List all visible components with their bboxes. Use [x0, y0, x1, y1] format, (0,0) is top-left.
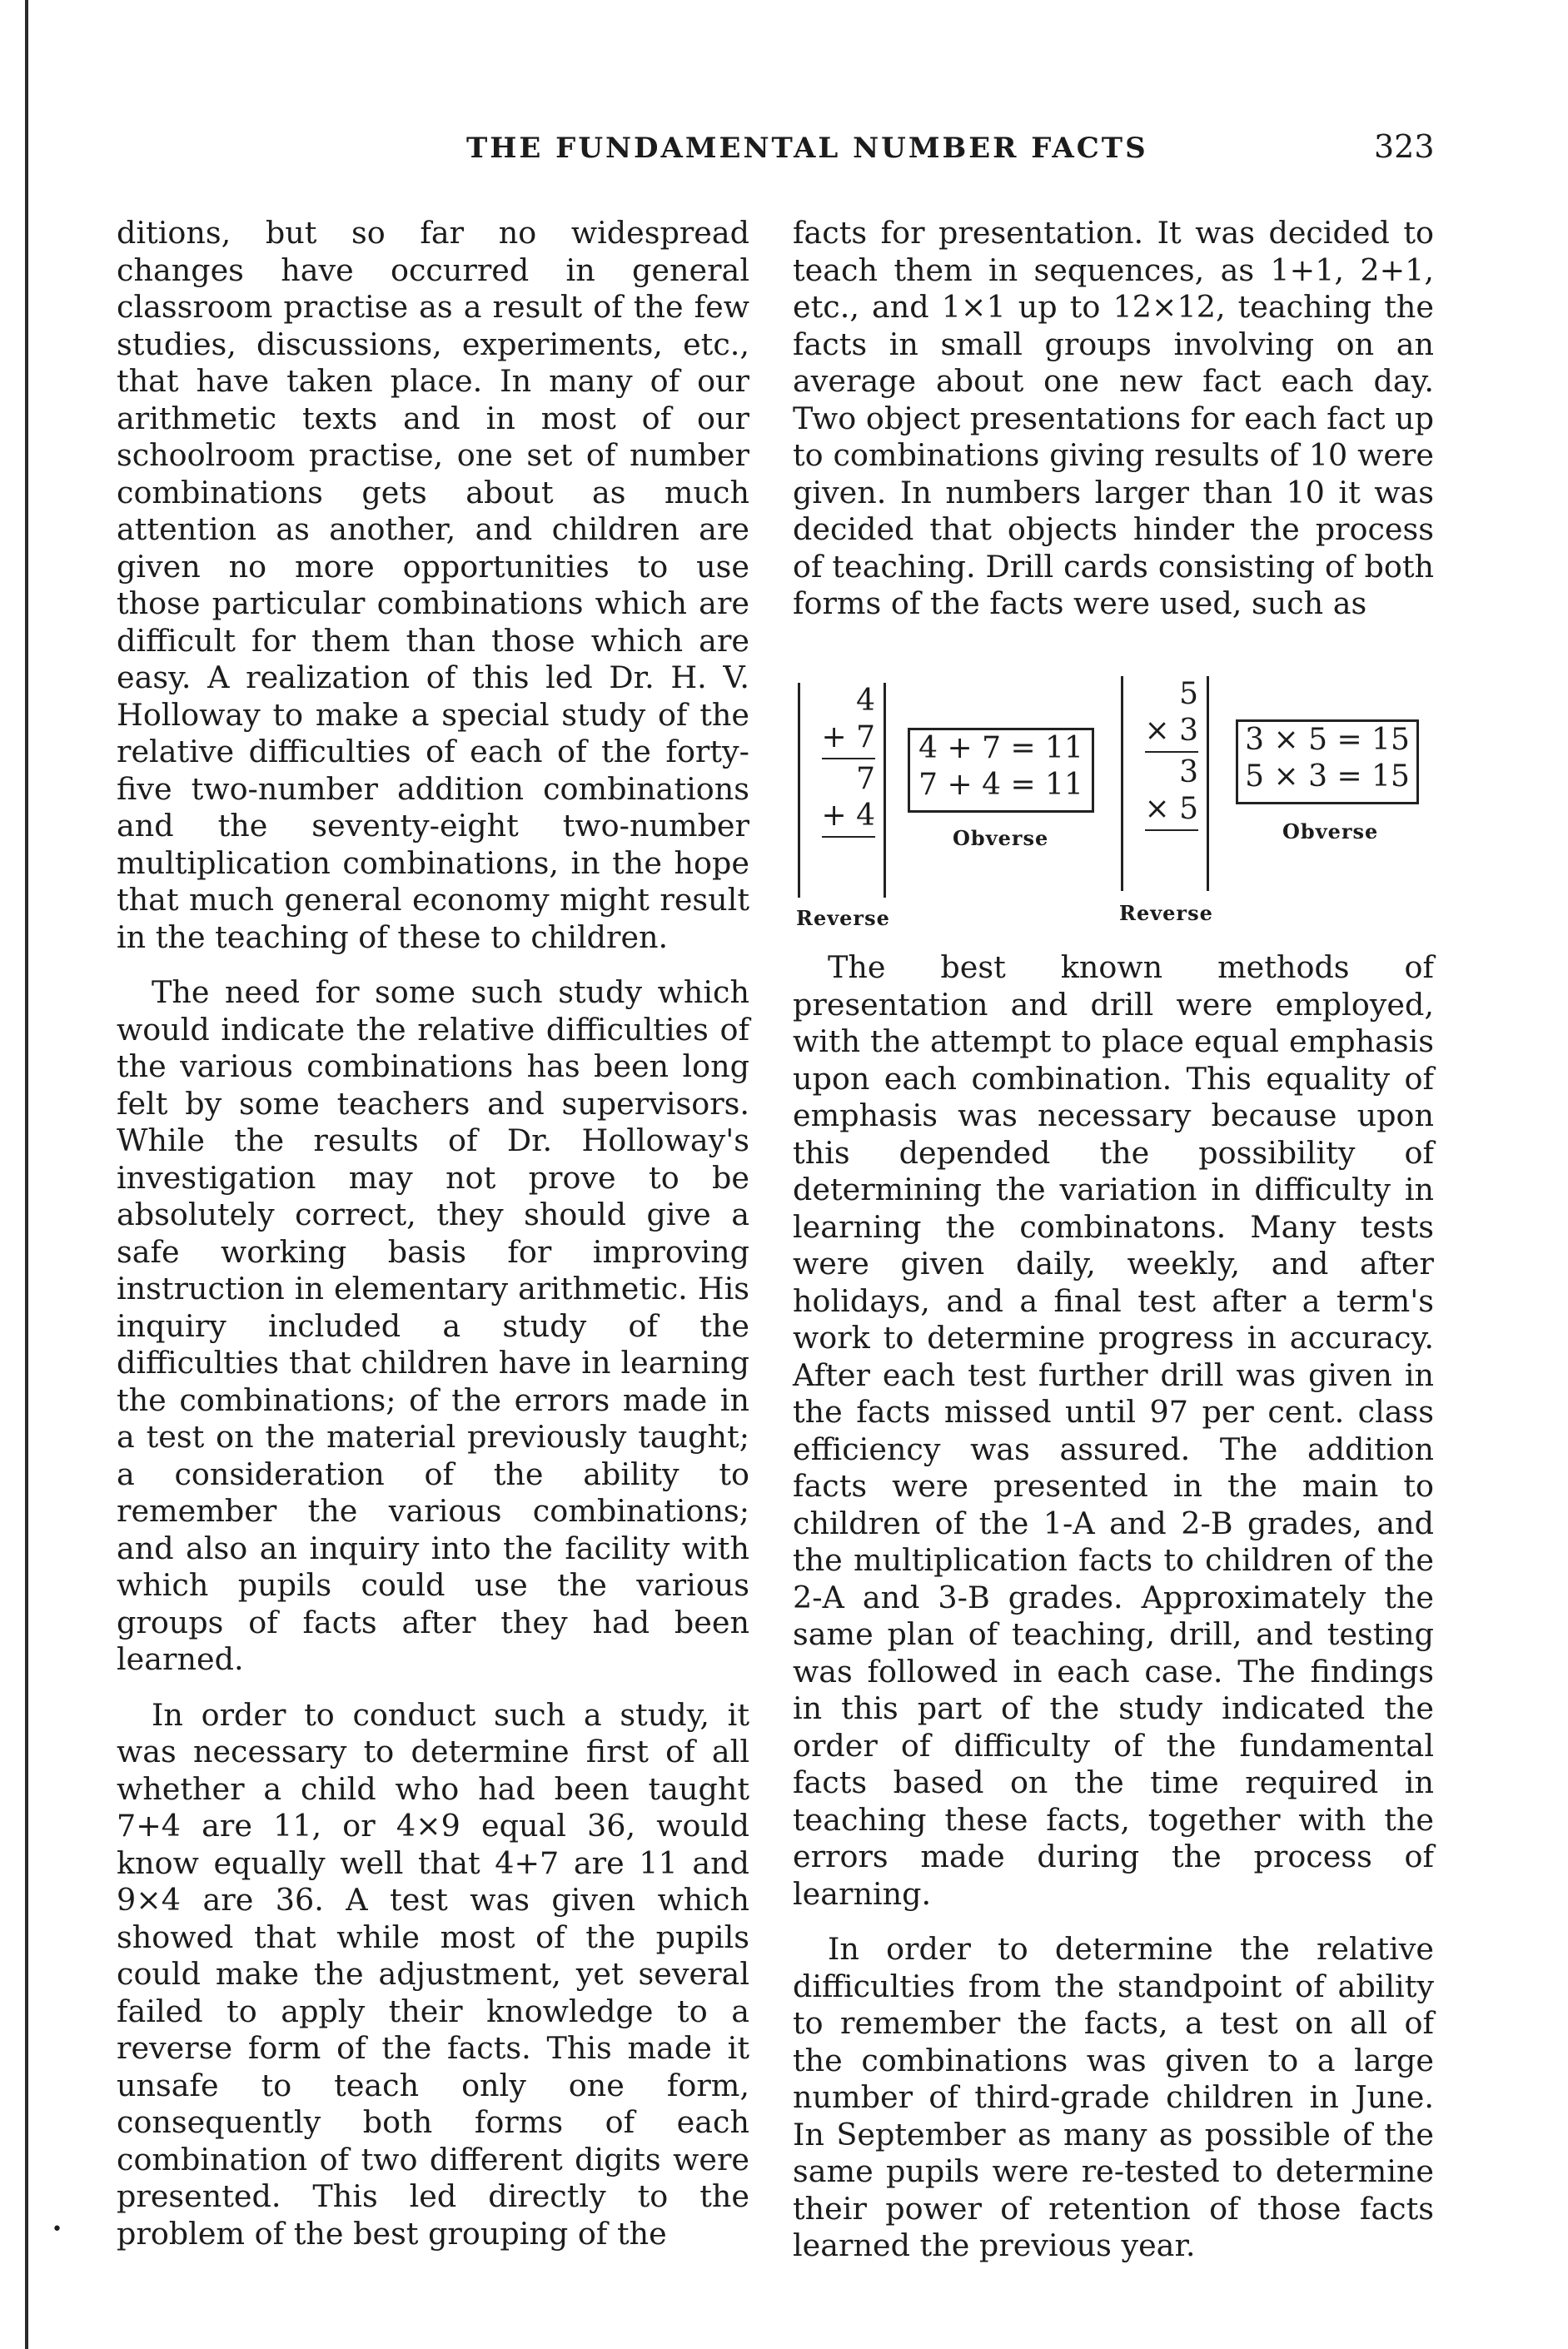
product-rule: [1145, 751, 1198, 753]
margin-dot: •: [52, 2219, 62, 2240]
obverse-line: 7 + 4 = 11: [918, 768, 1083, 802]
obverse-line: 3 × 5 = 15: [1245, 723, 1410, 757]
card-number: × 5: [1144, 792, 1198, 826]
card-number: 3: [1179, 755, 1198, 789]
left-column: [117, 215, 749, 2271]
sum-rule: [822, 836, 875, 838]
card-number: × 3: [1144, 714, 1198, 748]
product-rule: [1145, 829, 1198, 831]
addition-obverse-card: [908, 728, 1094, 813]
card-number: + 4: [821, 799, 875, 833]
multiplication-obverse-card: [1236, 719, 1419, 804]
multiplication-reverse-card: [1121, 676, 1209, 891]
paragraph-right-2: The best known methods of presentation and drill were employed, with the attempt to place equal emphasis upon each combination. This equality of emphasis was necessary because upon this depended the possibility of determining the variation in difficulty in learning the combinatons. Many tests were given daily, weekly, and after holidays, and a final test after a term's work to determine progress in accuracy. After each test further drill was given in the facts missed until 97 per cent. class efficiency was assured. The addition facts were presented in the main to children of the 1-A and 2-B grades, and the multiplication facts to children of the 2-A and 3-B grades. Approximately the same plan of teaching, drill, and testing was followed in each case. The findings in this part of the study indicated the order of difficulty of the fundamental facts based on the time required in teaching these facts, together with the errors made during the process of learning.: [793, 949, 1434, 1912]
sum-rule: [822, 758, 875, 759]
card-number: 7: [856, 762, 875, 796]
reverse-label: Reverse: [1119, 901, 1213, 925]
scan-edge: [25, 0, 28, 2349]
obverse-label: Obverse: [953, 826, 1049, 850]
right-column-bottom: [793, 949, 1434, 2283]
card-number: 5: [1179, 677, 1198, 711]
obverse-line: 5 × 3 = 15: [1245, 759, 1410, 794]
paragraph-left-3: In order to conduct such a study, it was necessary to determine first of all whether a child who had been taught 7+4 are 11, or 4×9 equal 36, would know equally well that 4+7 are 11 and 9×4 are 36. A test was given which showed that while most of the pupils could make the adjustment, yet several failed to apply their knowledge to a reverse form of the facts. This made it unsafe to teach only one form, consequently both forms of each combination of two different digits were presented. This led directly to the problem of the best grouping of the: [117, 1696, 749, 2252]
right-column-top: [793, 215, 1434, 641]
page-header: [0, 128, 1568, 182]
obverse-line: 4 + 7 = 11: [918, 731, 1083, 765]
drill-cards-figure: [793, 677, 1434, 933]
paragraph-left-2: The need for some such study which would indicate the relative difficulties of the various combinations has been long felt by some teachers and supervisors. While the results of Dr. Holloway's investigation may not prove to be absolutely correct, they should give a safe working basis for improving instruction in elementary arithmetic. His inquiry included a study of the difficulties that children have in learning the combinations; of the errors made in a test on the material previously taught; a consideration of the ability to remember the various combinations; and also an inquiry into the facility with which pupils could use the various groups of facts after they had been learned.: [117, 974, 749, 1677]
card-number: + 7: [821, 720, 875, 754]
addition-reverse-card: [798, 683, 886, 898]
paragraph-left-1: ditions, but so far no widespread changes have occurred in general classroom practise as a result of the few studies, discussions, experiments, etc., that have taken place. In many of our arithmetic texts and in most of our schoolroom practise, one set of number combinations gets about as much attention as another, and children are given no more opportunities to use those particular combinations which are difficult for them than those which are easy. A realization of this led Dr. H. V. Holloway to make a special study of the relative difficulties of each of the forty-five two-number addition combinations and the seventy-eight two-number multiplication combinations, in the hope that much general economy might result in the teaching of these to children.: [117, 215, 749, 955]
obverse-label: Obverse: [1282, 819, 1379, 844]
running-title: THE FUNDAMENTAL NUMBER FACTS: [466, 132, 1148, 165]
card-number: 4: [856, 684, 875, 718]
reverse-label: Reverse: [796, 906, 890, 930]
paragraph-right-1: facts for presentation. It was decided to teach them in sequences, as 1+1, 2+1, etc., and 1×1 up to 12×12, teaching the facts in small groups involving on an average about one new fact each day. Two object presentations for each fact up to combinations giving results of 10 were given. In numbers larger than 10 it was decided that objects hinder the process of teaching. Drill cards consisting of both forms of the facts were used, such as: [793, 215, 1434, 621]
paragraph-right-3: In order to determine the relative difficulties from the standpoint of ability to remember the facts, a test on all of the combinations was given to a large number of third-grade children in June. In September as many as possible of the same pupils were re-tested to determine their power of retention of those facts learned the previous year.: [793, 1931, 1434, 2263]
page-number: 323: [1374, 128, 1435, 165]
